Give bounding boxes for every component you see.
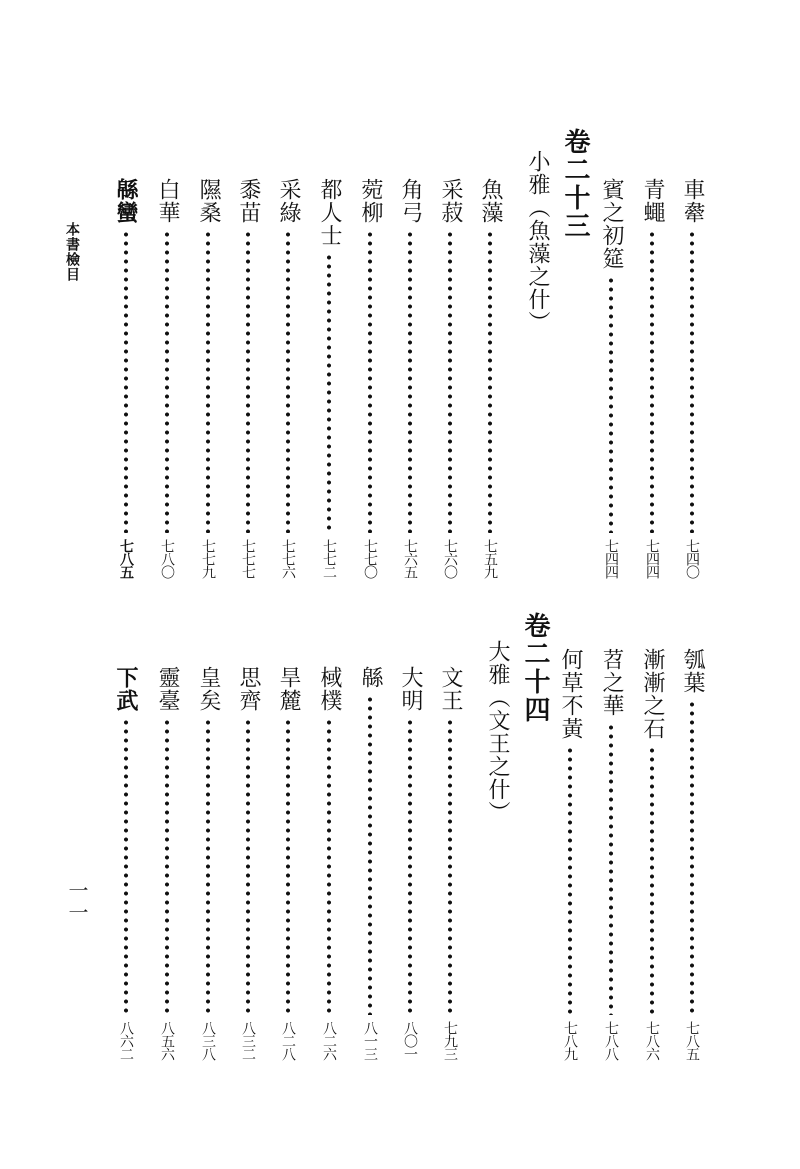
entry-page: 八〇一: [402, 1021, 418, 1060]
entry-title: 車舝: [680, 178, 705, 224]
toc-entry[interactable]: [106, 178, 146, 578]
page-number: 一一: [65, 880, 89, 924]
entry-title: 大明: [398, 666, 423, 712]
toc-entry[interactable]: [147, 178, 187, 578]
entry-title: 采綠: [276, 178, 301, 224]
volume-heading: 卷二十四: [520, 612, 550, 724]
toc-entry[interactable]: [591, 178, 631, 578]
toc-entry[interactable]: [228, 178, 268, 578]
dot-leader: [608, 723, 614, 1015]
entry-page: 七八八: [603, 1021, 619, 1060]
section-heading: 大雅︵文王之什︶: [485, 640, 510, 824]
toc-entry[interactable]: [591, 648, 631, 1060]
entry-page: 七七九: [200, 539, 216, 578]
entry-page: 七四四: [644, 539, 660, 578]
dot-leader: [487, 230, 493, 533]
toc-entry[interactable]: [430, 666, 470, 1060]
entry-title: 魚藻: [478, 178, 503, 224]
entry-title: 靈臺: [155, 666, 180, 712]
dot-leader: [205, 230, 211, 533]
entry-page: 八六二: [118, 1021, 134, 1060]
toc-entry[interactable]: [672, 178, 712, 578]
volume-heading: 卷二十三: [560, 128, 590, 240]
dot-leader: [447, 718, 453, 1015]
toc-entry[interactable]: [188, 178, 228, 578]
entry-title: 瓠葉: [680, 648, 705, 694]
entry-title: 緜蠻: [113, 178, 139, 224]
entry-page: 七八六: [644, 1021, 660, 1060]
entry-page: 八二六: [321, 1021, 337, 1060]
toc-entry[interactable]: [550, 648, 590, 1060]
entry-page: 七八五: [684, 1021, 700, 1060]
dot-leader: [205, 718, 211, 1015]
entry-title: 采菽: [438, 178, 463, 224]
entry-page: 七九三: [442, 1021, 458, 1060]
toc-entry[interactable]: [430, 178, 470, 578]
dot-leader: [689, 230, 695, 533]
entry-page: 七八五: [118, 539, 134, 578]
dot-leader: [407, 718, 413, 1015]
entry-title: 角弓: [398, 178, 423, 224]
entry-title: 菀柳: [358, 178, 383, 224]
entry-page: 七七二: [321, 539, 337, 578]
dot-leader: [164, 718, 170, 1015]
entry-title: 賓之初筵: [599, 178, 624, 270]
toc-entry[interactable]: [309, 178, 349, 578]
dot-leader: [164, 230, 170, 533]
dot-leader: [649, 230, 655, 533]
entry-title: 苕之華: [599, 648, 624, 717]
entry-title: 皇矣: [196, 666, 221, 712]
toc-entry[interactable]: [106, 666, 146, 1060]
dot-leader: [285, 230, 291, 533]
entry-page: 七七〇: [362, 539, 378, 578]
entry-title: 文王: [438, 666, 463, 712]
dot-leader: [367, 230, 373, 533]
entry-page: 七八九: [562, 1021, 578, 1060]
dot-leader: [567, 746, 573, 1015]
entry-title: 青蠅: [640, 178, 665, 224]
toc-entry[interactable]: [228, 666, 268, 1060]
entry-page: 七八〇: [159, 539, 175, 578]
entry-page: 七四四: [603, 539, 619, 578]
toc-entry[interactable]: [632, 178, 672, 578]
entry-title: 黍苗: [236, 178, 261, 224]
toc-entry[interactable]: [309, 666, 349, 1060]
toc-entry[interactable]: [268, 666, 308, 1060]
toc-entry[interactable]: [188, 666, 228, 1060]
entry-page: 八一三: [362, 1021, 378, 1060]
toc-entry[interactable]: [390, 666, 430, 1060]
toc-entry[interactable]: [350, 178, 390, 578]
toc-entry[interactable]: [350, 666, 390, 1060]
entry-page: 七六〇: [442, 539, 458, 578]
toc-entry[interactable]: [390, 178, 430, 578]
entry-page: 八五六: [159, 1021, 175, 1060]
entry-page: 七四〇: [684, 539, 700, 578]
toc-entry[interactable]: [470, 178, 510, 578]
running-header: 本書檢目: [64, 222, 80, 282]
dot-leader: [326, 253, 332, 533]
entry-title: 思齊: [236, 666, 261, 712]
entry-title: 隰桑: [196, 178, 221, 224]
dot-leader: [245, 718, 251, 1015]
dot-leader: [689, 700, 695, 1015]
entry-title: 下武: [113, 666, 139, 712]
dot-leader: [608, 276, 614, 533]
entry-page: 七六五: [402, 539, 418, 578]
toc-entry[interactable]: [268, 178, 308, 578]
dot-leader: [407, 230, 413, 533]
toc-entry[interactable]: [147, 666, 187, 1060]
entry-title: 何草不黃: [558, 648, 583, 740]
dot-leader: [649, 746, 655, 1015]
toc-entry[interactable]: [632, 648, 672, 1060]
entry-page: 八三八: [200, 1021, 216, 1060]
entry-page: 七七六: [280, 539, 296, 578]
dot-leader: [123, 718, 129, 1015]
dot-leader: [245, 230, 251, 533]
toc-entry[interactable]: [672, 648, 712, 1060]
dot-leader: [447, 230, 453, 533]
entry-title: 漸漸之石: [640, 648, 665, 740]
section-heading: 小雅︵魚藻之什︶: [525, 150, 550, 334]
entry-title: 白華: [155, 178, 180, 224]
entry-title: 棫樸: [317, 666, 342, 712]
dot-leader: [285, 718, 291, 1015]
entry-page: 七七七: [240, 539, 256, 578]
entry-title: 旱麓: [276, 666, 301, 712]
entry-page: 八二八: [280, 1021, 296, 1060]
dot-leader: [326, 718, 332, 1015]
dot-leader: [367, 695, 373, 1015]
entry-page: 八三二: [240, 1021, 256, 1060]
entry-page: 七五九: [482, 539, 498, 578]
entry-title: 緜: [358, 666, 383, 689]
entry-title: 都人士: [317, 178, 342, 247]
dot-leader: [123, 230, 129, 533]
